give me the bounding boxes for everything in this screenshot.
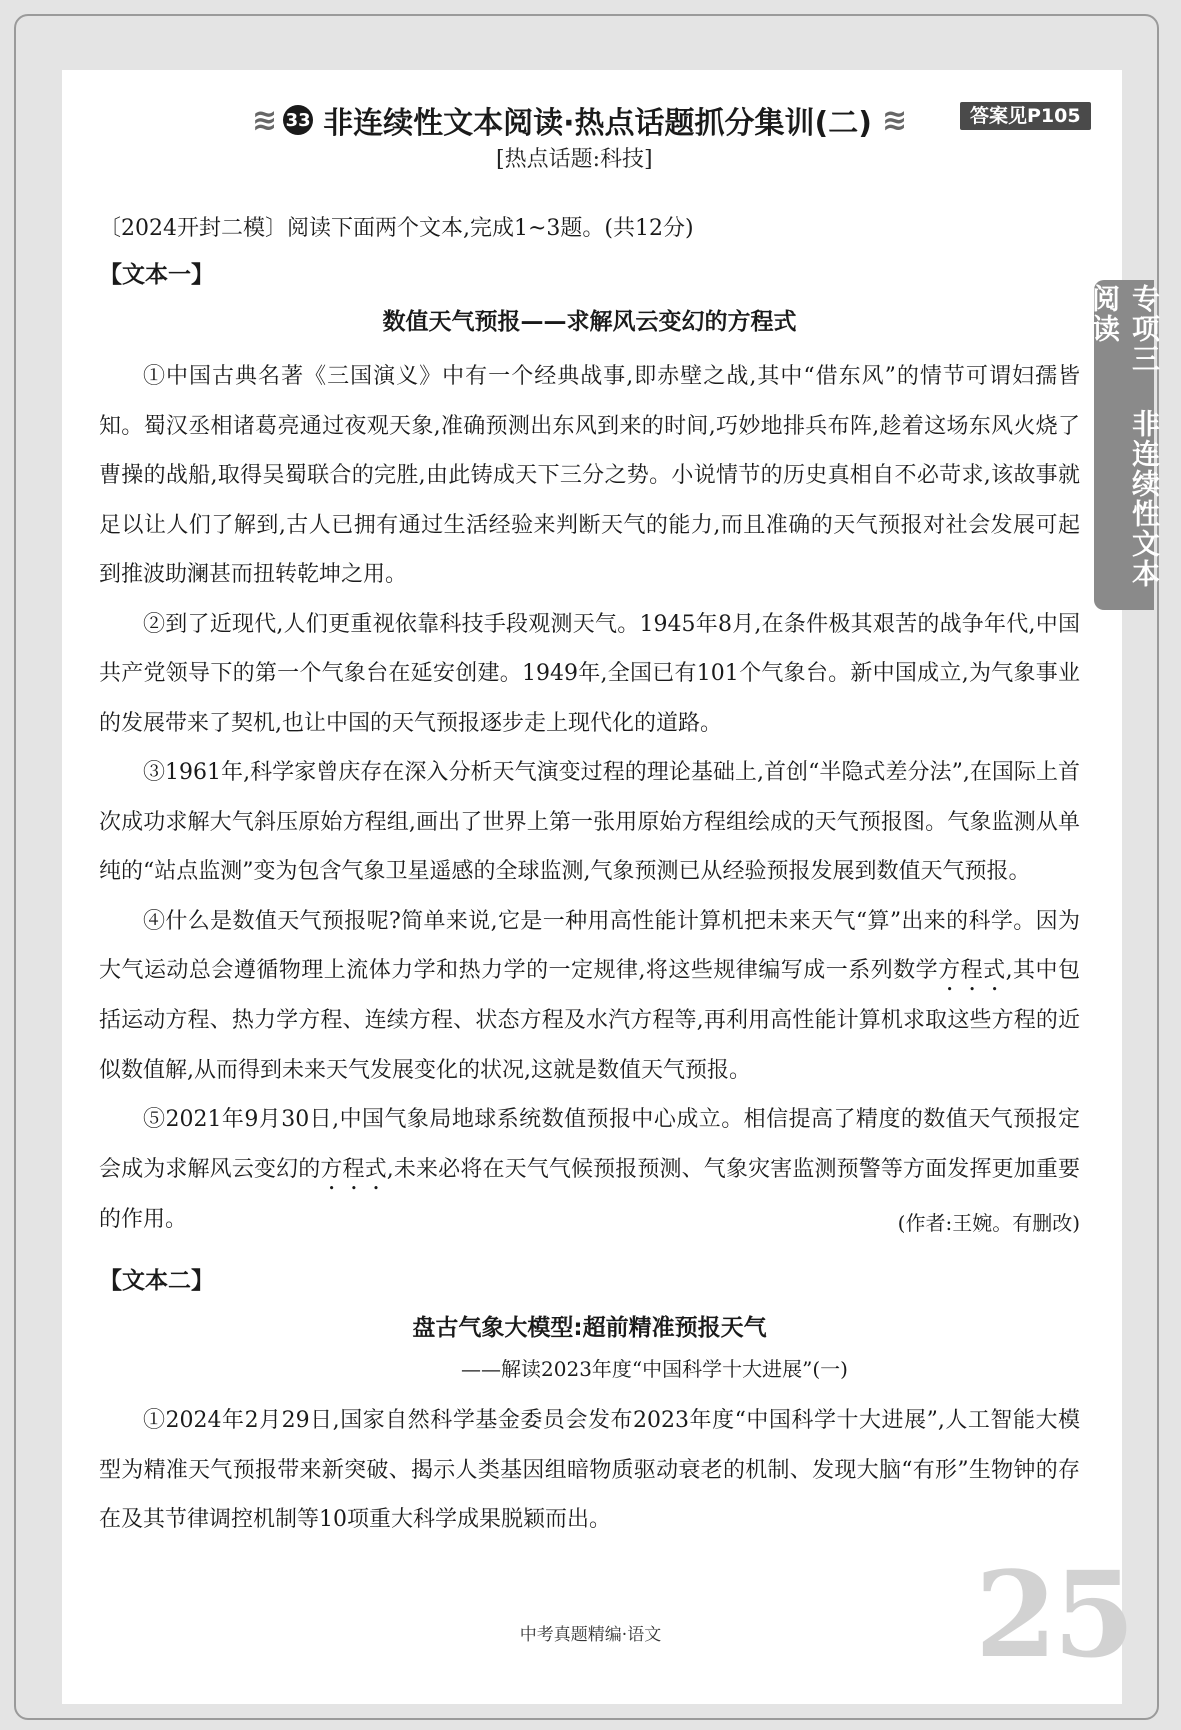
exercise-title: 非连续性文本阅读·热点话题抓分集训(二) <box>323 106 872 141</box>
exercise-number-badge: 33 <box>283 105 313 135</box>
text-run: ④什么是数值天气预报呢?简单来说,它是一种用高性能计算机把未来天气“算”出来的科学。因为大气运动总会遵循物理上流体力学和热力学的一定规律,将这些规律编写成一系列数学 <box>99 908 1080 983</box>
topic-tag: [热点话题:科技] <box>496 147 653 172</box>
text1-attribution: (作者:王婉。有删改) <box>897 1211 1080 1235</box>
question-intro: 〔2024开封二模〕阅读下面两个文本,完成1~3题。(共12分) <box>99 216 694 241</box>
main-content <box>99 212 1080 1545</box>
emphasized-term: 方程式 <box>938 958 1006 983</box>
page-footer: 中考真题精编·语文 <box>519 1625 662 1645</box>
wave-decoration-icon: ≋ <box>881 102 904 138</box>
text-run: ⑤2021年9月30日,中国气象局地球系统数值预报中心成立。相信提高了精度的数值天气预报定会成为求解风云变幻的 <box>99 1107 1080 1182</box>
text2-subtitle: ——解读2023年度“中国科学十大进展”(一) <box>461 1357 848 1381</box>
text1-paragraph-3: ③1961年,科学家曾庆存在深入分析天气演变过程的理论基础上,首创“半隐式差分法”,在国际上首次成功求解大气斜压原始方程组,画出了世界上第一张用原始方程组绘成的天气预报图。气象监测从单纯的“站点监测”变为包含气象卫星遥感的全球监测,气象预测已从经验预报发展到数值天气预报。 <box>99 760 1080 884</box>
answer-reference-badge: 答案见P105 <box>960 102 1091 130</box>
text2-paragraph-1: ①2024年2月29日,国家自然科学基金委员会发布2023年度“中国科学十大进展”,人工智能大模型为精准天气预报带来新突破、揭示人类基因组暗物质驱动衰老的机制、发现大脑“有形”生物钟的存在及其节律调控机制等10项重大科学成果脱颖而出。 <box>99 1408 1080 1532</box>
text2-title: 盘古气象大模型:超前精准预报天气 <box>412 1315 767 1341</box>
text-run: ,未来必将在天气气候预报预测、气象灾害监测预警等方面发挥更加重要的作用。 <box>99 1156 1080 1232</box>
text1-paragraph-4 <box>99 897 1080 1096</box>
wave-decoration-icon: ≋ <box>252 102 274 138</box>
text1-label: 【文本一】 <box>99 262 214 288</box>
section-side-tab: 专项三 非连续性文本阅读 <box>1094 280 1154 610</box>
exercise-header <box>252 100 903 140</box>
emphasized-term: 方程式 <box>320 1156 387 1182</box>
text2-label: 【文本二】 <box>99 1268 214 1294</box>
text1-paragraph-2: ②到了近现代,人们更重视依靠科技手段观测天气。1945年8月,在条件极其艰苦的战争年代,中国共产党领导下的第一个气象台在延安创建。1949年,全国已有101个气象台。新中国成立,为气象事业的发展带来了契机,也让中国的天气预报逐步走上现代化的道路。 <box>99 611 1081 736</box>
text-run: ,其中包括运动方程、热力学方程、连续方程、状态方程及水汽方程等,再利用高性能计算机求取这些方程的近似数值解,从而得到未来天气发展变化的状况,这就是数值天气预报。 <box>99 958 1080 1083</box>
page-number: 25 <box>975 1545 1132 1684</box>
text1-paragraph-1: ①中国古典名著《三国演义》中有一个经典战事,即赤壁之战,其中“借东风”的情节可谓妇孺皆知。蜀汉丞相诸葛亮通过夜观天象,准确预测出东风到来的时间,巧妙地排兵布阵,趁着这场东风火烧了曹操的战船,取得吴蜀联合的完胜,由此铸成天下三分之势。小说情节的历史真相自不必苛求,该故事就足以让人们了解到,古人已拥有通过生活经验来判断天气的能力,而且准确的天气预报对社会发展可起到推波助澜甚而扭转乾坤之用。 <box>99 364 1080 587</box>
text1-title: 数值天气预报——求解风云变幻的方程式 <box>382 309 797 335</box>
